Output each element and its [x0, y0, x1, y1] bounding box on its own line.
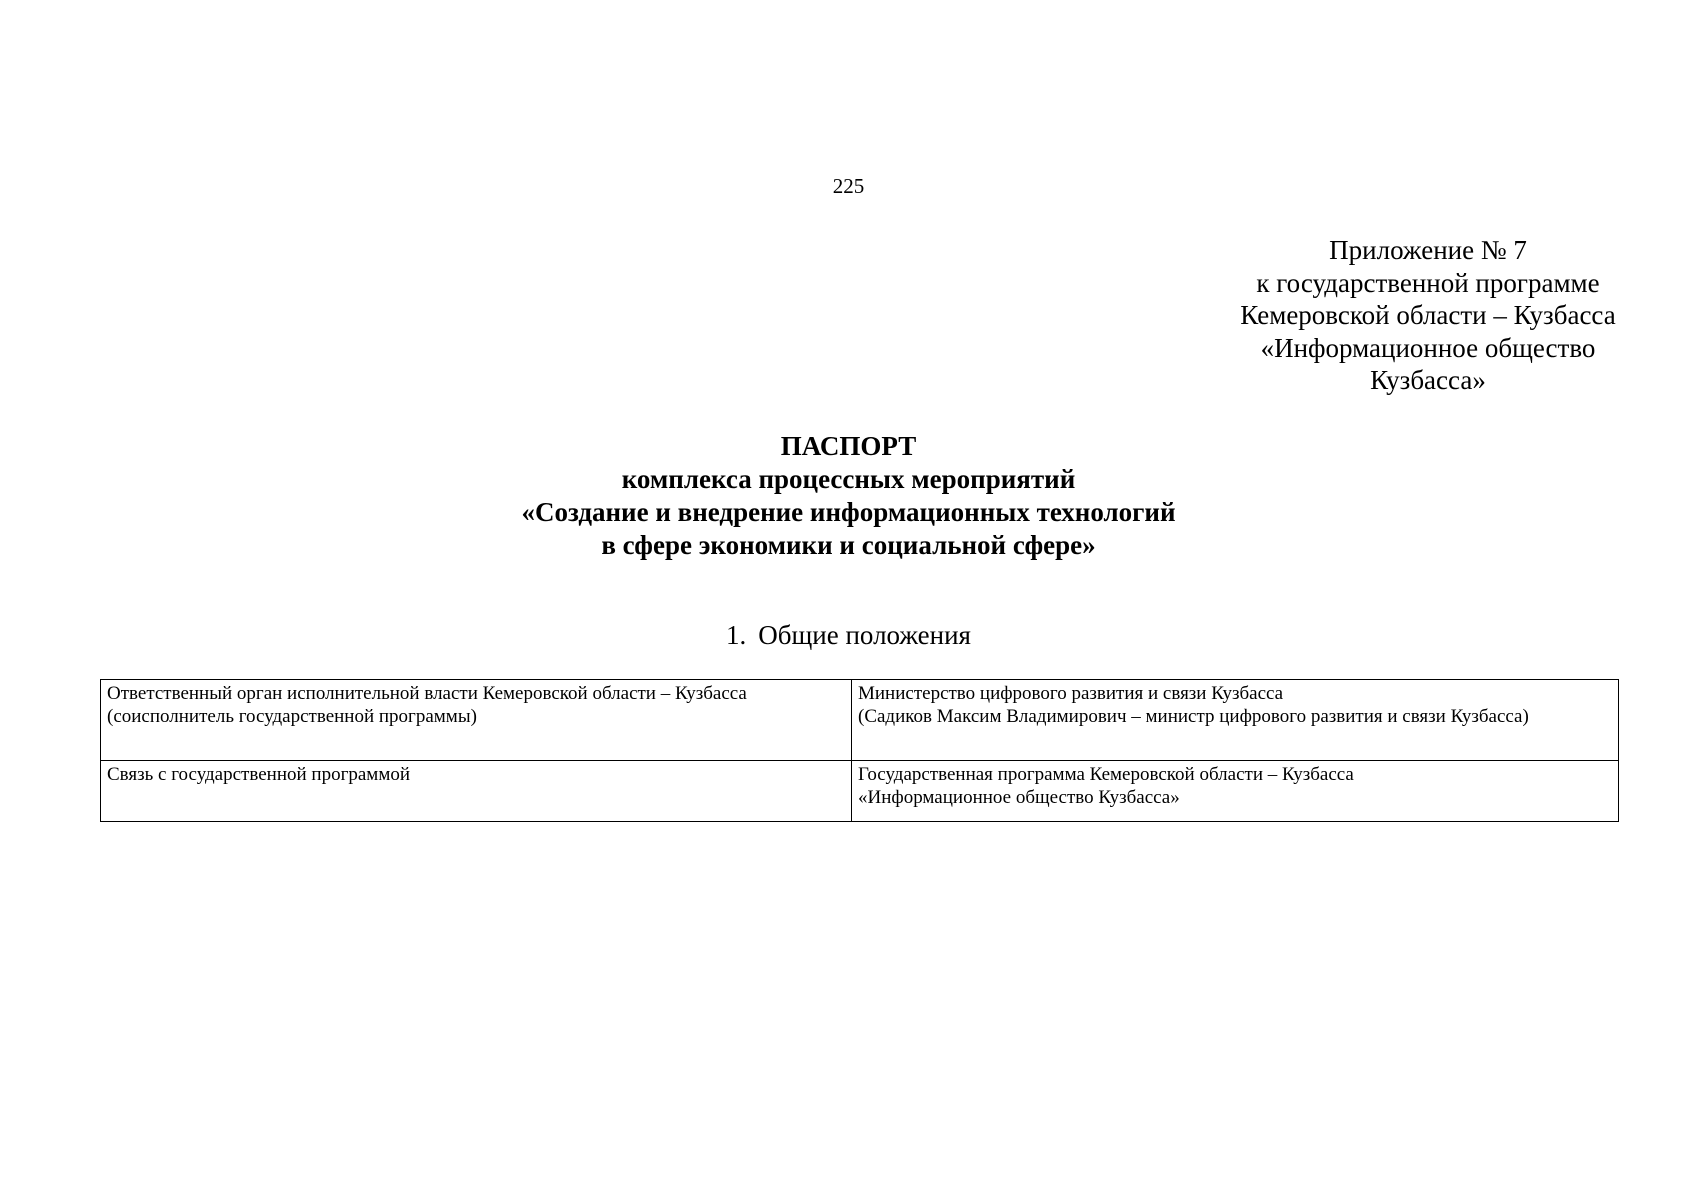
- passport-subtitle-line: комплекса процессных мероприятий: [621, 464, 1076, 494]
- appendix-line: к государственной программе: [1256, 267, 1600, 298]
- cell-text-line: (Садиков Максим Владимирович – министр цифрового развития и связи Кузбасса): [858, 706, 1529, 727]
- table-cell-label: [101, 680, 852, 761]
- passport-subtitle-line: «Создание и внедрение информационных технологий: [521, 497, 1176, 527]
- table-cell-label: [101, 761, 852, 822]
- cell-text-line: Связь с государственной программой: [107, 764, 411, 785]
- appendix-line: Приложение № 7: [1329, 235, 1527, 265]
- table-cell-value: [852, 680, 1619, 761]
- table-cell-value: [852, 761, 1619, 822]
- section-number: 1.: [726, 620, 747, 650]
- appendix-line: Кузбасса»: [1370, 365, 1486, 395]
- section-title: [0, 619, 1697, 651]
- cell-text-line: (соисполнитель государственной программы): [107, 706, 477, 727]
- cell-text-line: Ответственный орган исполнительной власти Кемеровской области – Кузбасса: [107, 683, 747, 704]
- table-row: [101, 761, 1619, 822]
- passport-subtitle-line: в сфере экономики и социальной сфере»: [601, 530, 1096, 560]
- general-provisions-table: [100, 679, 1619, 822]
- cell-text-line: Государственная программа Кемеровской области – Кузбасса: [858, 764, 1354, 785]
- passport-heading: [0, 430, 1697, 562]
- table-row: [101, 680, 1619, 761]
- appendix-block: [1210, 234, 1646, 397]
- cell-text-line: Министерство цифрового развития и связи Кузбасса: [858, 683, 1284, 704]
- appendix-line: «Информационное общество: [1260, 332, 1596, 363]
- section-title-text: Общие положения: [758, 620, 971, 650]
- appendix-line: Кемеровской области – Кузбасса: [1240, 300, 1616, 330]
- page-number: 225: [832, 174, 865, 198]
- cell-text-line: «Информационное общество Кузбасса»: [858, 787, 1180, 808]
- passport-title: ПАСПОРТ: [780, 431, 917, 461]
